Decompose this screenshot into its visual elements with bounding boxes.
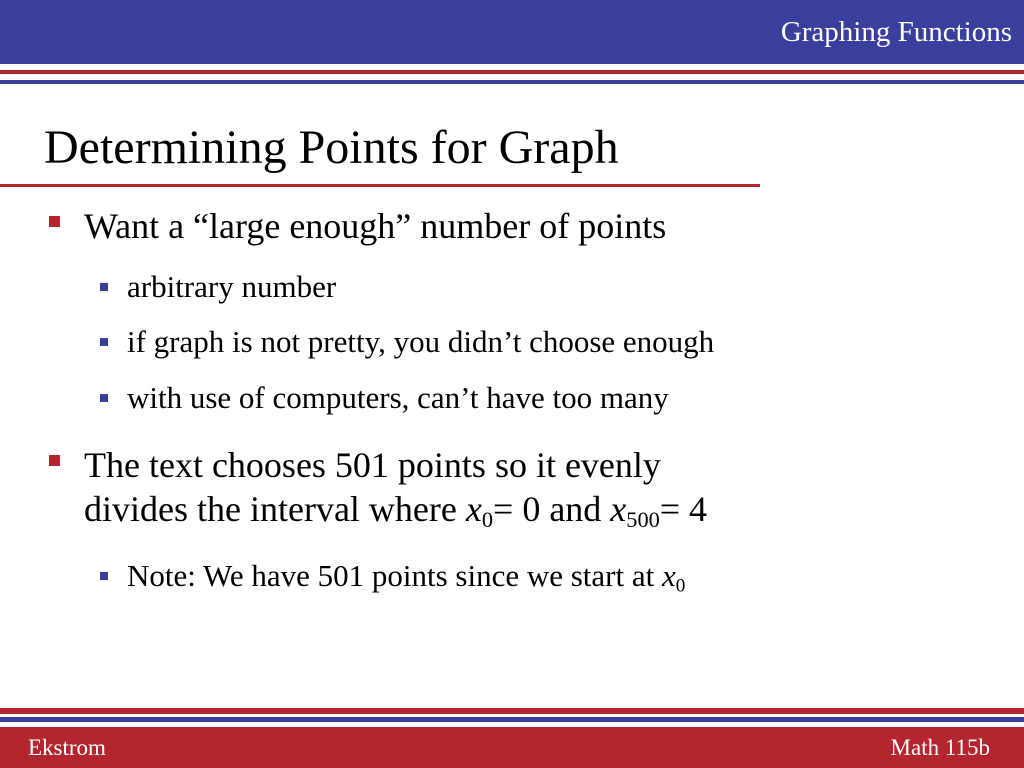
math-variable: x bbox=[610, 489, 627, 529]
bullet-line bbox=[84, 487, 707, 531]
bullet-square-icon bbox=[100, 394, 108, 402]
bullet-square-icon bbox=[100, 338, 108, 346]
bullet-line: The text chooses 501 points so it evenly bbox=[84, 445, 661, 485]
bullet-level1: Want a “large enough” number of points bbox=[84, 206, 667, 246]
bullet-level2 bbox=[127, 558, 686, 597]
bullet-level2: arbitrary number bbox=[127, 269, 337, 304]
title-underline bbox=[0, 184, 760, 187]
bullet-text: = 4 bbox=[659, 489, 708, 529]
header-title: Graphing Functions bbox=[780, 16, 1012, 48]
math-subscript: 500 bbox=[626, 507, 660, 533]
bullet-square-icon bbox=[100, 283, 108, 291]
math-subscript: 0 bbox=[675, 575, 686, 597]
bullet-square-icon bbox=[49, 216, 60, 227]
footer-course: Math 115b bbox=[890, 735, 990, 760]
bullet-text: = 0 and bbox=[493, 489, 611, 529]
math-subscript: 0 bbox=[481, 507, 494, 533]
slide-title: Determining Points for Graph bbox=[44, 121, 619, 174]
footer-band bbox=[0, 727, 1024, 768]
bullet-level2: with use of computers, can’t have too many bbox=[127, 380, 669, 415]
bullet-square-icon bbox=[100, 572, 108, 580]
bullet-square-icon bbox=[49, 455, 60, 466]
bullet-level1 bbox=[84, 443, 707, 531]
math-variable: x bbox=[662, 558, 676, 593]
math-variable: x bbox=[465, 489, 482, 529]
bullet-level2: if graph is not pretty, you didn’t choose enough bbox=[127, 324, 715, 359]
footer-author: Ekstrom bbox=[28, 735, 106, 760]
bullet-text: divides the interval where bbox=[84, 489, 466, 529]
bullet-text: Note: We have 501 points since we start at bbox=[127, 558, 662, 593]
header-divider-blue bbox=[0, 80, 1024, 84]
